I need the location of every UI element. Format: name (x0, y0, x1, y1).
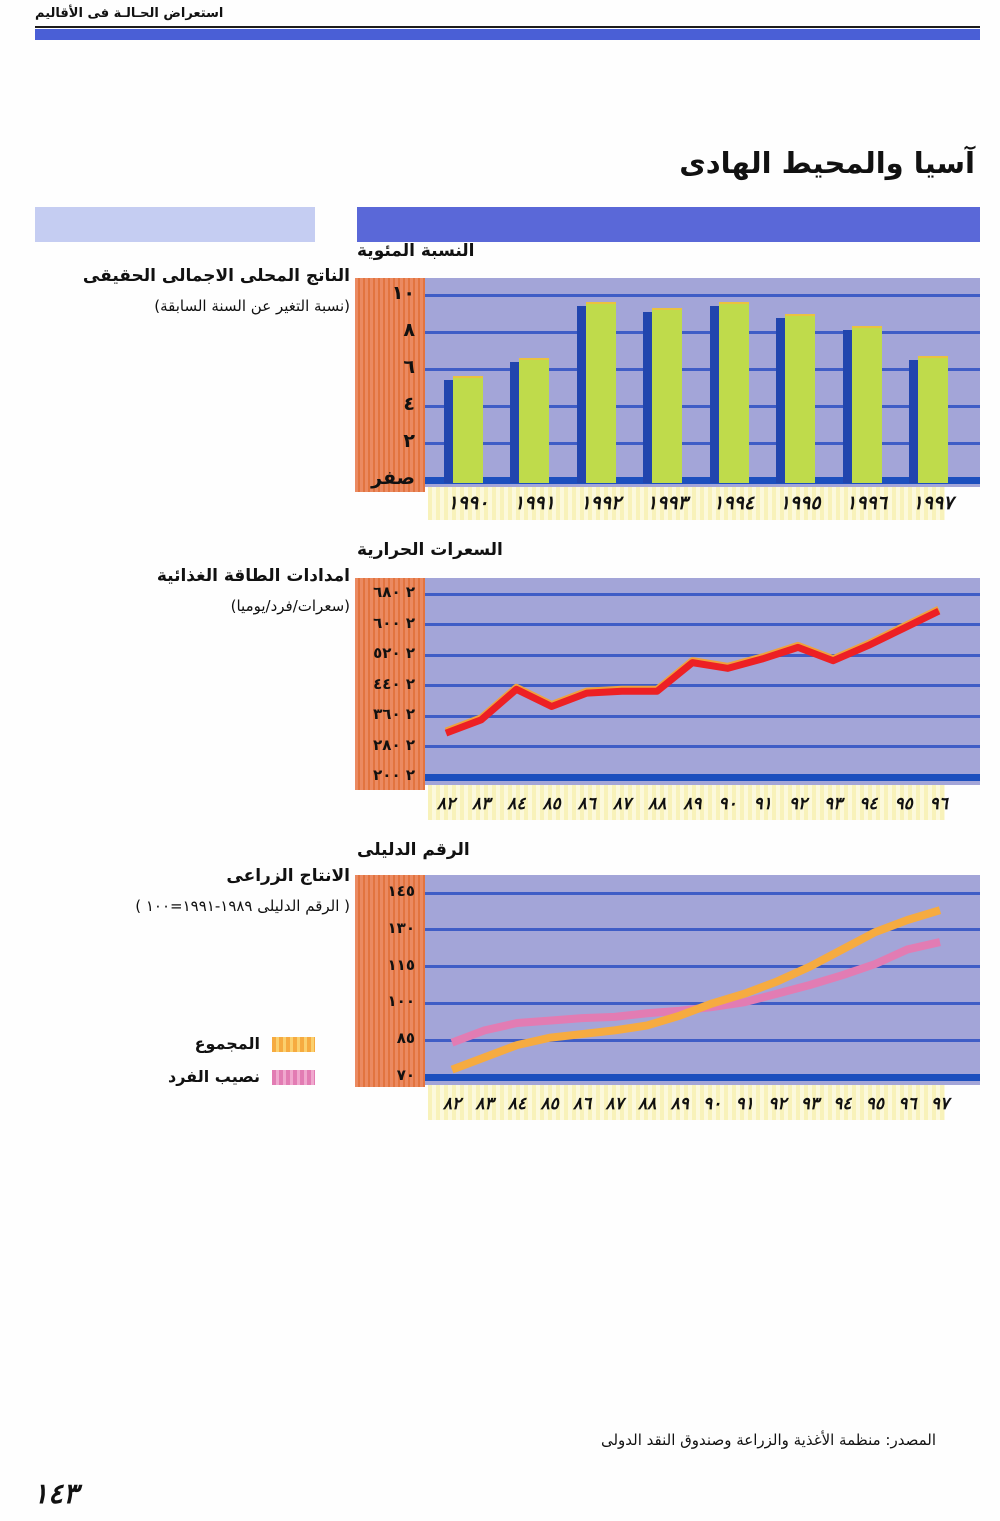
chart-gdp-side-sublabel: (نسبة التغير عن السنة السابقة) (154, 297, 350, 315)
real-gdp-bar (719, 302, 749, 483)
dietary-energy-supply-xtick: ٩١ (753, 794, 772, 814)
dietary-energy-supply-xtick: ٨٣ (472, 794, 491, 814)
agricultural-production-index-xtick: ٨٧ (605, 1094, 624, 1114)
decorative-band-blue (357, 207, 980, 242)
real-gdp-gridline (425, 405, 980, 408)
header-rule (35, 26, 980, 28)
chart-calories-plot (425, 578, 980, 785)
chart-gdp-yaxis-strip (355, 278, 425, 492)
dietary-energy-supply-ytick: ٢ ٢٠٠ (373, 766, 415, 784)
agricultural-production-index-ytick: ١١٥ (387, 955, 415, 974)
agricultural-production-index-xtick: ٨٣ (475, 1094, 494, 1114)
dietary-energy-supply-xtick: ٨٨ (648, 794, 667, 814)
dietary-energy-supply-xtick: ٩٤ (859, 794, 878, 814)
dietary-energy-supply-xtick: ٩٢ (788, 794, 808, 814)
legend-total-label: المجموع (194, 1034, 260, 1053)
agricultural-production-index-lines (425, 875, 980, 1085)
header-bar (35, 29, 980, 40)
agricultural-production-index-xtick: ٩١ (735, 1094, 754, 1114)
real-gdp-xtick: ١٩٩٣ (646, 492, 688, 514)
real-gdp-xtick: ١٩٩٧ (912, 492, 954, 514)
agricultural-production-index-line-المجموع (452, 910, 940, 1069)
real-gdp-xtick: ١٩٩٢ (580, 492, 622, 514)
decorative-band-light (35, 207, 315, 242)
agricultural-production-index-xtick: ٩٤ (833, 1094, 852, 1114)
real-gdp-ytick: ١٠ (391, 282, 415, 304)
real-gdp-bar (785, 314, 815, 484)
real-gdp-bar-shadow (444, 380, 453, 483)
page-number: ١٤٣ (33, 1477, 79, 1510)
real-gdp-ytick: ٨ (403, 319, 415, 341)
source-note: المصدر: منظمة الأغذية والزراعة وصندوق النقد الدولى (600, 1431, 936, 1449)
chart-agri-title: الرقم الدليلى (357, 840, 470, 860)
chart-gdp-side-label: الناتج المحلى الاجمالى الحقيقى (82, 266, 350, 286)
agricultural-production-index-xtick: ٩٧ (930, 1094, 950, 1114)
chart-agri-side-sublabel: ( الرقم الدليلى ١٩٨٩-١٩٩١=١٠٠ ) (135, 897, 350, 915)
real-gdp-ytick: صفر (371, 467, 415, 489)
real-gdp-ytick: ٢ (403, 430, 415, 452)
chart-calories-title: السعرات الحرارية (357, 540, 503, 560)
real-gdp-xtick: ١٩٩٤ (713, 492, 755, 514)
dietary-energy-supply-xtick: ٩٣ (824, 794, 843, 814)
real-gdp-bar-shadow (643, 312, 652, 483)
chart-agri-yaxis-strip (355, 875, 425, 1087)
real-gdp-gridline (425, 331, 980, 334)
agricultural-production-index-xtick: ٩٦ (898, 1094, 917, 1114)
dietary-energy-supply-xtick: ٨٦ (577, 794, 596, 814)
agricultural-production-index-xtick: ٩٥ (865, 1094, 885, 1114)
real-gdp-bar-shadow (909, 360, 918, 483)
agricultural-production-index-xtick: ٨٤ (507, 1094, 527, 1114)
chart-calories-side-label: امدادات الطاقة الغذائية (156, 566, 350, 586)
dietary-energy-supply-xtick: ٩٥ (894, 794, 913, 814)
agricultural-production-index-xtick: ٨٢ (442, 1094, 462, 1114)
real-gdp-bar (918, 356, 948, 483)
running-header-title: استعراض الحـالـة فى الأقاليم (35, 6, 224, 21)
agricultural-production-index-xtick: ٨٥ (540, 1094, 559, 1114)
agricultural-production-index-xtick: ٩٣ (800, 1094, 819, 1114)
real-gdp-bar-shadow (577, 306, 586, 483)
dietary-energy-supply-ytick: ٢ ٣٦٠ (373, 705, 415, 723)
real-gdp-bar-shadow (776, 318, 785, 484)
real-gdp-bar-shadow (510, 362, 519, 483)
real-gdp-xtick: ١٩٩١ (514, 492, 555, 514)
legend-total-swatch (272, 1037, 315, 1052)
real-gdp-xtick: ١٩٩٠ (447, 492, 489, 514)
chart-calories-side-sublabel: (سعرات/فرد/يوميا) (230, 597, 350, 615)
dietary-energy-supply-line-series (446, 611, 939, 733)
agricultural-production-index-xtick: ٩٠ (703, 1094, 722, 1114)
real-gdp-gridline (425, 294, 980, 297)
dietary-energy-supply-xtick: ٨٢ (436, 794, 456, 814)
chart-agri-side-label: الانتاج الزراعى (226, 866, 350, 886)
chart-gdp-title: النسبة المئوية (357, 241, 475, 261)
dietary-energy-supply-xtick: ٩٠ (718, 794, 737, 814)
agricultural-production-index-ytick: ٨٥ (396, 1029, 415, 1048)
real-gdp-baseline (425, 477, 980, 484)
real-gdp-gridline (425, 368, 980, 371)
dietary-energy-supply-ytick: ٢ ٦٠٠ (373, 613, 415, 632)
page-title: آسيا والمحيط الهادى (679, 146, 975, 180)
agricultural-production-index-xtick: ٨٩ (670, 1094, 689, 1114)
real-gdp-bar-shadow (710, 306, 719, 483)
real-gdp-bar (586, 302, 616, 483)
legend-percapita-swatch (272, 1070, 315, 1085)
agricultural-production-index-xtick: ٩٢ (768, 1094, 787, 1114)
agricultural-production-index-ytick: ١٤٥ (387, 882, 415, 900)
real-gdp-gridline (425, 442, 980, 445)
real-gdp-ytick: ٤ (403, 393, 415, 415)
real-gdp-bar-shadow (843, 330, 852, 483)
agricultural-production-index-ytick: ١٠٠ (387, 992, 415, 1011)
dietary-energy-supply-ytick: ٢ ٤٤٠ (373, 674, 415, 693)
dietary-energy-supply-lines (425, 578, 980, 785)
dietary-energy-supply-xtick: ٨٥ (542, 794, 561, 814)
dietary-energy-supply-xtick: ٨٧ (612, 794, 632, 814)
real-gdp-xtick: ١٩٩٦ (846, 492, 887, 514)
dietary-energy-supply-ytick: ٢ ٦٨٠ (373, 583, 415, 601)
real-gdp-bar (519, 358, 549, 483)
agricultural-production-index-ytick: ٧٠ (396, 1066, 415, 1084)
dietary-energy-supply-xtick: ٩٦ (929, 794, 948, 814)
dietary-energy-supply-xtick: ٨٤ (507, 794, 526, 814)
dietary-energy-supply-ytick: ٢ ٥٢٠ (373, 644, 415, 662)
agricultural-production-index-xtick: ٨٨ (638, 1094, 657, 1114)
real-gdp-bar (453, 376, 483, 483)
dietary-energy-supply-line-edge (446, 609, 939, 731)
real-gdp-bar (852, 326, 882, 483)
real-gdp-bar (652, 308, 682, 483)
dietary-energy-supply-ytick: ٢ ٢٨٠ (373, 735, 415, 754)
chart-agri-plot (425, 875, 980, 1085)
agricultural-production-index-ytick: ١٣٠ (387, 918, 415, 937)
real-gdp-ytick: ٦ (403, 356, 415, 378)
legend-percapita-label: نصيب الفرد (168, 1067, 260, 1086)
agricultural-production-index-xtick: ٨٦ (572, 1094, 592, 1114)
real-gdp-xtick: ١٩٩٥ (779, 492, 821, 514)
agricultural-production-index-line-نصيب الفرد (452, 942, 940, 1043)
dietary-energy-supply-xtick: ٨٩ (683, 794, 702, 814)
chart-gdp-plot (425, 278, 980, 487)
